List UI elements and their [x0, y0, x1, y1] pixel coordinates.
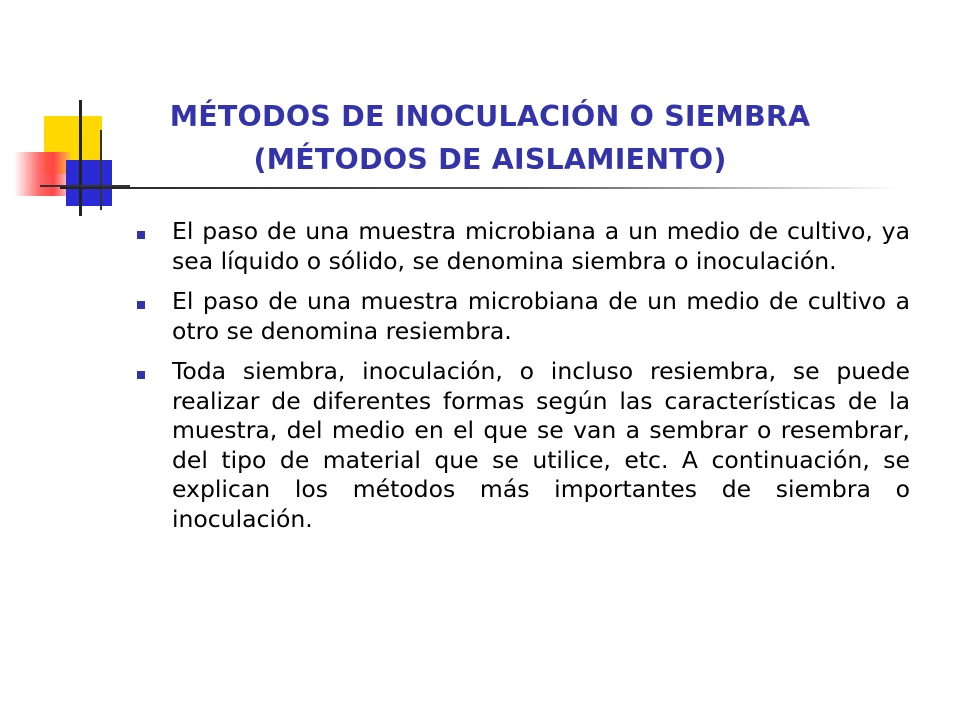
logo-vertical-line — [79, 100, 82, 216]
square-bullet-icon — [137, 371, 145, 379]
square-bullet-icon — [137, 301, 145, 309]
title-line-2: (MÉTODOS DE AISLAMIENTO) — [253, 143, 727, 176]
bullet-item — [130, 287, 910, 346]
bullet-item — [130, 357, 910, 534]
logo-red-bar — [14, 152, 70, 196]
slide-title — [100, 95, 880, 181]
bullet-text: El paso de una muestra microbiana de un medio de cultivo a otro se denomina resiembra. — [172, 287, 910, 345]
square-bullet-icon — [137, 231, 145, 239]
bullet-item — [130, 217, 910, 276]
title-underline — [60, 187, 900, 189]
bullet-text: Toda siembra, inoculación, o incluso resiembra, se puede realizar de diferentes formas según las características de la muestra, del medio en el que se van a sembrar o resembrar, del tipo de material que se utilice, etc. A continuación, se explican los métodos más importantes de siembra o inoculación. — [172, 357, 910, 533]
bullet-text: El paso de una muestra microbiana a un medio de cultivo, ya sea líquido o sólido, se denomina siembra o inoculación. — [172, 217, 910, 275]
bullet-list — [130, 217, 910, 545]
title-line-1: MÉTODOS DE INOCULACIÓN O SIEMBRA — [169, 100, 811, 133]
